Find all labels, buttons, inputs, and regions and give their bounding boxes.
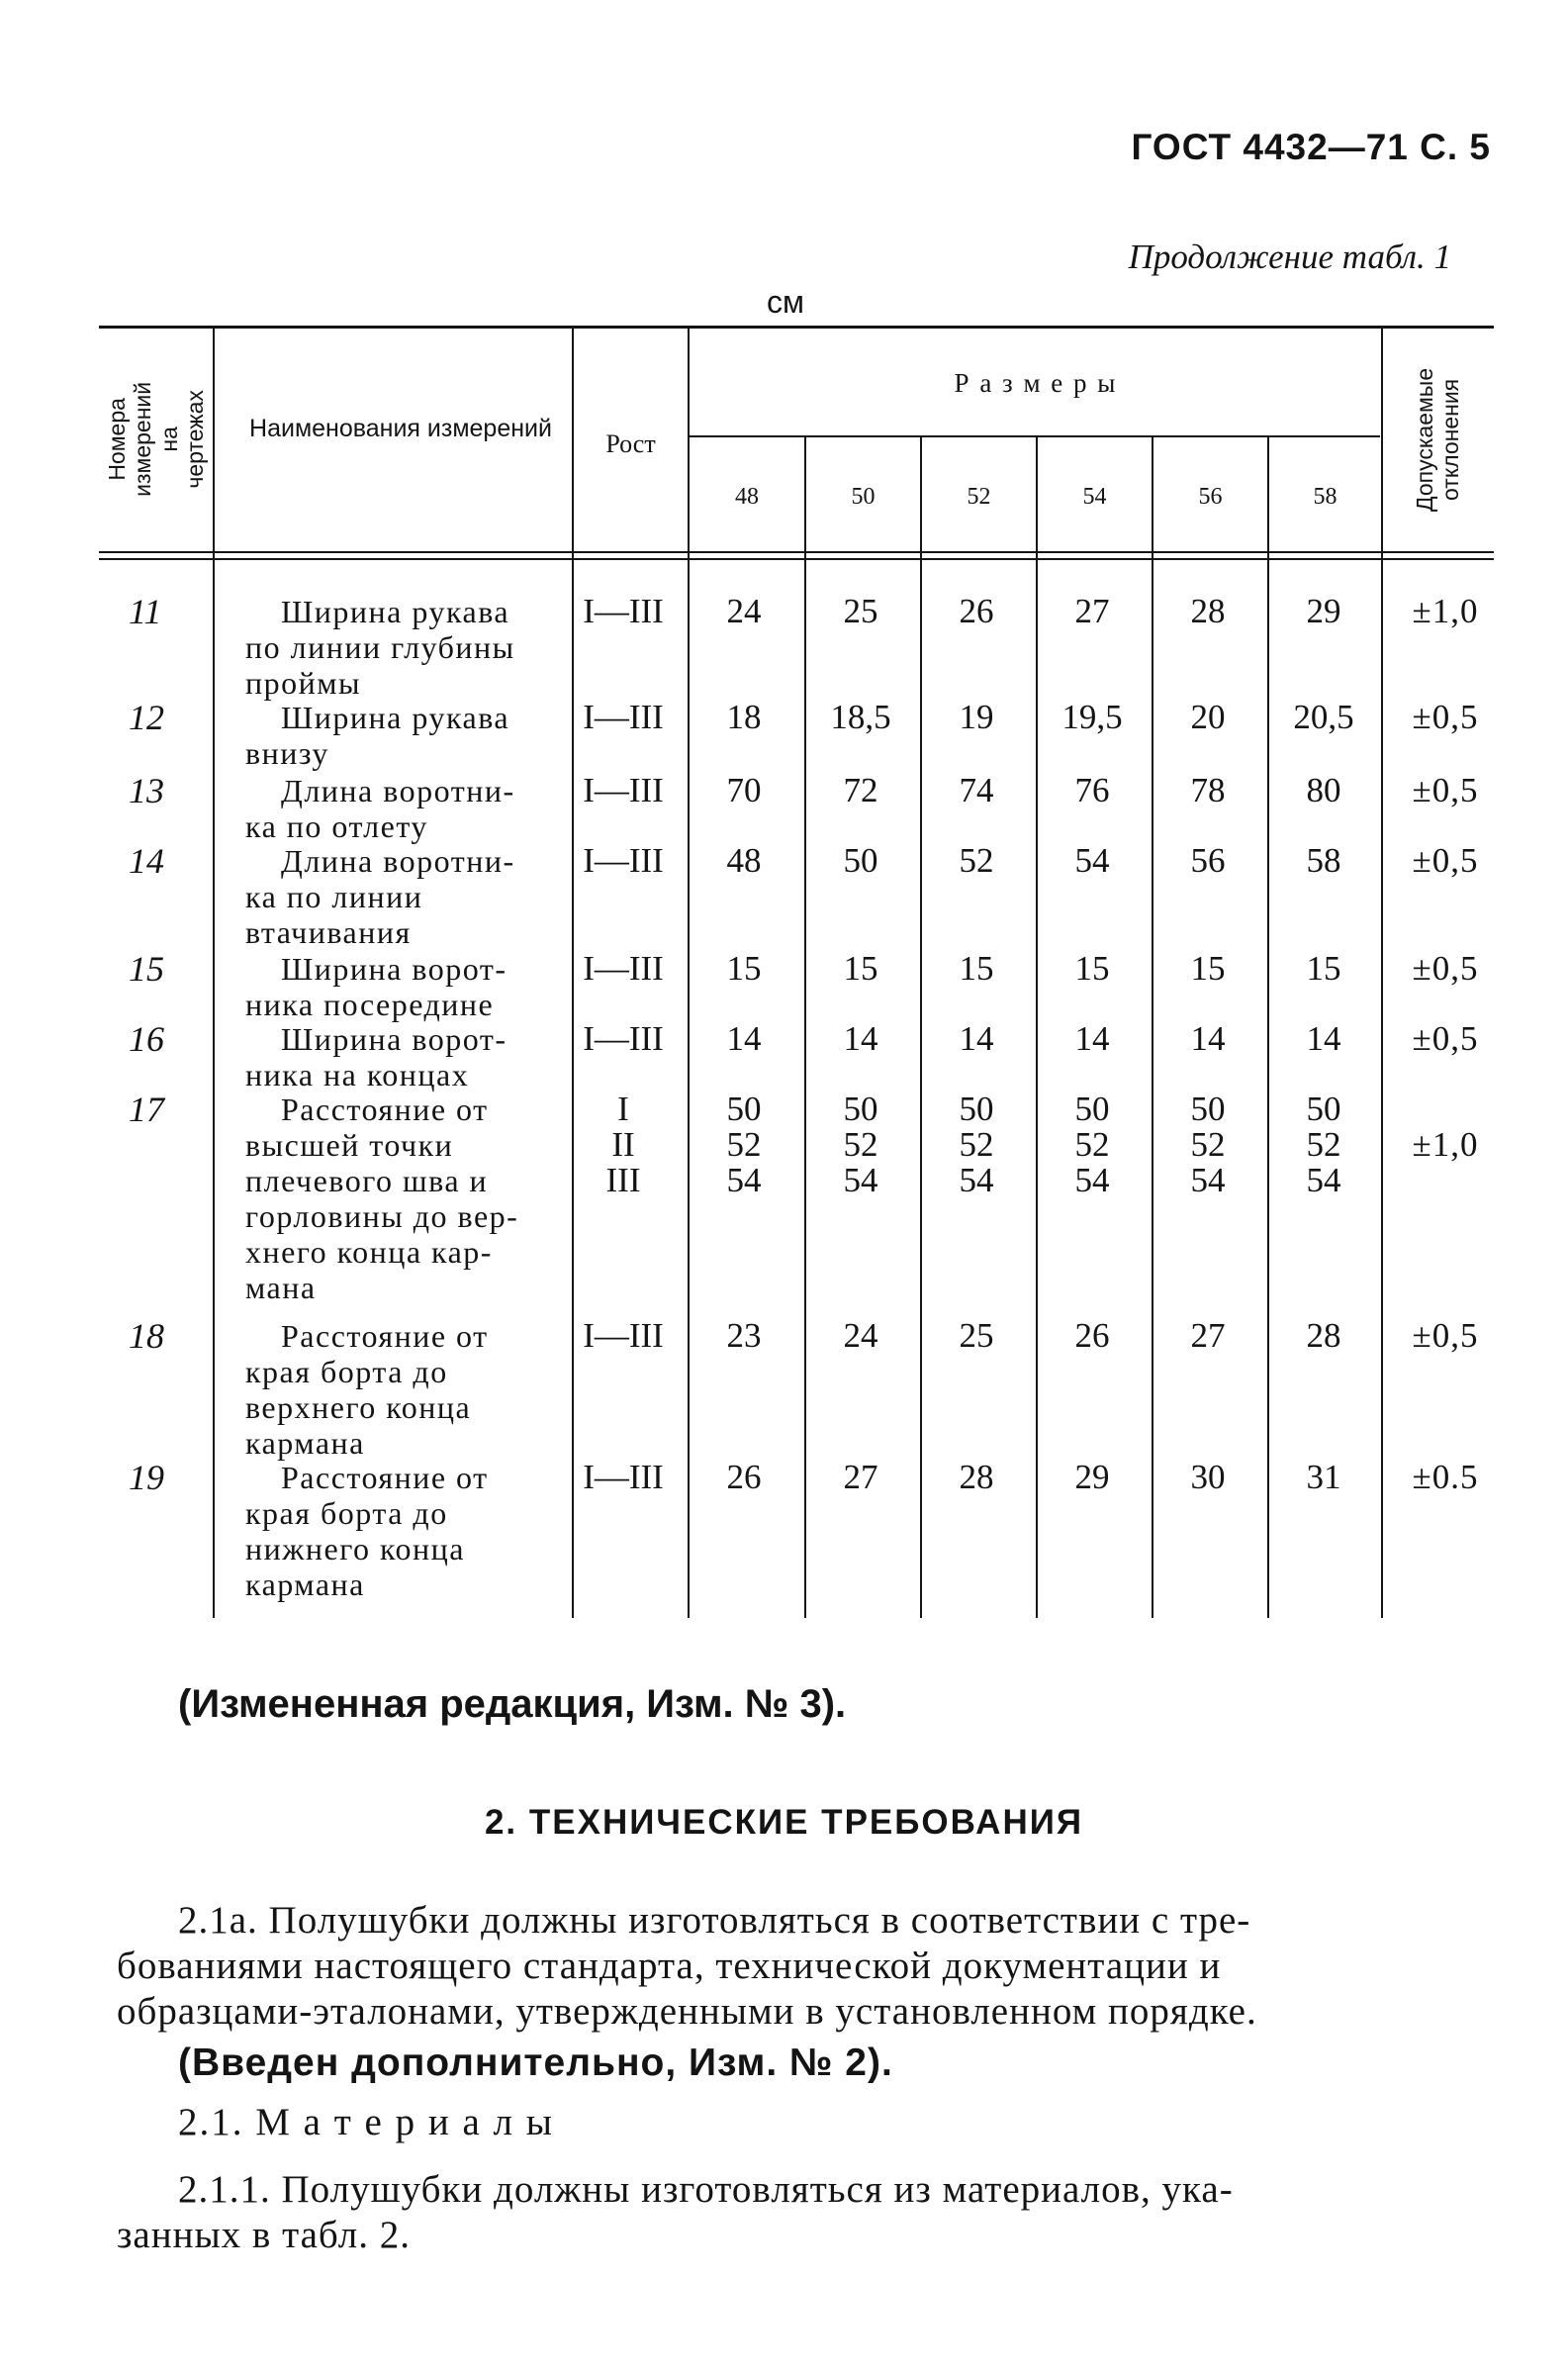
table-header-bottom-rule-2 — [99, 558, 1494, 560]
row-growth-line: I — [617, 1090, 629, 1128]
table-top-rule — [99, 326, 1494, 329]
row-name-line: втачивания — [245, 914, 412, 950]
row-size-value-line: 52 — [1190, 1125, 1226, 1164]
row-size-value-line: 29 — [1306, 592, 1341, 630]
row-growth-line: I—III — [583, 841, 664, 880]
row-growth-line: I—III — [583, 771, 664, 809]
row-size-value-line: 54 — [726, 1161, 762, 1199]
row-growth-line: I—III — [583, 949, 664, 988]
row-size-value — [806, 1092, 915, 1198]
row-size-value — [690, 773, 798, 808]
row-size-value-line: 20,5 — [1293, 698, 1354, 736]
row-size-value-line: 50 — [843, 1090, 878, 1128]
row-tolerance: ±0.5 — [1412, 1458, 1479, 1496]
row-size-value — [1038, 700, 1147, 735]
row-size-value — [690, 843, 798, 879]
row-size-value-line: 26 — [726, 1458, 762, 1496]
row-growth — [574, 951, 673, 987]
row-growth — [574, 700, 673, 735]
row-size-value — [1153, 1318, 1262, 1354]
row-size-value — [1153, 773, 1262, 808]
row-number: 15 — [129, 949, 164, 989]
row-name — [245, 1021, 562, 1092]
header-number-cell — [99, 328, 213, 551]
table-unit-label: см — [767, 284, 804, 320]
row-size-value-line: 23 — [726, 1316, 762, 1355]
row-size-value-line: 52 — [959, 1125, 994, 1164]
row-name-line: мана — [245, 1270, 317, 1305]
row-name-line: горловины до вер- — [245, 1198, 519, 1234]
changed-edition-note: (Измененная редакция, Изм. № 3). — [178, 1682, 847, 1726]
header-size-52: 52 — [967, 484, 991, 510]
row-size-value-line: 78 — [1190, 771, 1226, 809]
para-2-1a-line-2: бованиями настоящего стандарта, технической документации и — [117, 1945, 1222, 1987]
row-size-value-line: 27 — [1074, 592, 1110, 630]
row-size-value — [1038, 773, 1147, 808]
row-name-line: внизу — [245, 735, 329, 771]
row-size-value-line: 19,5 — [1061, 698, 1123, 736]
row-size-value-line: 14 — [1306, 1019, 1341, 1058]
row-name-line: плечевого шва и — [245, 1163, 489, 1198]
row-name-line: кармана — [245, 1566, 365, 1602]
row-size-value — [1038, 1460, 1147, 1495]
row-size-value-line: 18 — [726, 698, 762, 736]
row-name-line: края борта до — [245, 1354, 448, 1389]
row-name-line: края борта до — [245, 1495, 448, 1531]
row-size-value — [1269, 773, 1378, 808]
row-size-value — [690, 951, 798, 987]
row-size-value — [922, 1460, 1031, 1495]
row-tolerance: ±0,5 — [1412, 698, 1479, 736]
row-number: 19 — [129, 1458, 164, 1497]
row-size-value — [690, 700, 798, 735]
row-name-line: проймы — [245, 665, 361, 701]
row-size-value — [806, 700, 915, 735]
row-name — [245, 700, 562, 771]
row-size-value — [690, 1021, 798, 1057]
row-name — [245, 1092, 562, 1305]
row-size-value-line: 14 — [959, 1019, 994, 1058]
row-tolerance: ±1,0 — [1412, 1125, 1479, 1164]
row-name — [245, 951, 562, 1022]
row-size-value — [1038, 594, 1147, 629]
row-size-value — [922, 773, 1031, 808]
row-name-line: верхнего конца — [245, 1389, 472, 1425]
row-number: 14 — [129, 841, 164, 881]
row-size-value-line: 28 — [959, 1458, 994, 1496]
header-size-56: 56 — [1198, 484, 1223, 510]
row-name-line: Длина воротни- — [281, 843, 515, 879]
row-size-value — [806, 1021, 915, 1057]
row-size-value-line: 26 — [1074, 1316, 1110, 1355]
row-name — [245, 773, 562, 844]
row-size-value-line: 50 — [726, 1090, 762, 1128]
row-name — [245, 843, 562, 950]
row-size-value-line: 15 — [843, 949, 878, 988]
row-size-value — [922, 843, 1031, 879]
row-size-value-line: 14 — [726, 1019, 762, 1058]
row-tolerance: ±0,5 — [1412, 841, 1479, 880]
row-size-value — [1269, 951, 1378, 987]
row-name — [245, 594, 562, 701]
page-header: ГОСТ 4432—71 С. 5 — [1131, 127, 1491, 167]
row-size-value — [690, 594, 798, 629]
row-size-value — [1269, 1460, 1378, 1495]
row-name-line: хнего конца кар- — [245, 1234, 493, 1270]
row-size-value-line: 24 — [726, 592, 762, 630]
row-size-value-line: 54 — [1190, 1161, 1226, 1199]
para-2-1: 2.1. М а т е р и а л ы — [178, 2101, 554, 2143]
row-size-value — [690, 1460, 798, 1495]
header-size-58: 58 — [1313, 484, 1337, 510]
row-number: 13 — [129, 771, 164, 810]
row-name-line: кармана — [245, 1425, 365, 1461]
row-name-line: Расстояние от — [281, 1318, 489, 1354]
row-name — [245, 1318, 562, 1461]
row-name-line: нижнего конца — [245, 1531, 465, 1566]
row-size-value-line: 15 — [1190, 949, 1226, 988]
row-size-value-line: 25 — [959, 1316, 994, 1355]
sizes-underline-rule — [688, 435, 1380, 437]
row-growth-line: II — [611, 1125, 635, 1164]
row-number: 12 — [129, 698, 164, 737]
row-number: 18 — [129, 1316, 164, 1356]
row-tolerance: ±0,5 — [1412, 1019, 1479, 1058]
row-size-value-line: 54 — [843, 1161, 878, 1199]
row-size-value-line: 50 — [1074, 1090, 1110, 1128]
row-tolerance: ±0,5 — [1412, 771, 1479, 809]
row-size-value-line: 52 — [1074, 1125, 1110, 1164]
row-size-value-line: 29 — [1074, 1458, 1110, 1496]
row-size-value — [1153, 1460, 1262, 1495]
row-growth-line: I—III — [583, 592, 664, 630]
para-2-1a — [117, 1898, 1502, 2086]
row-name — [245, 1460, 562, 1602]
row-name-line: Расстояние от — [281, 1092, 489, 1127]
row-size-value-line: 70 — [726, 771, 762, 809]
row-name-line: Ширина рукава — [281, 700, 510, 735]
row-size-value — [806, 773, 915, 808]
para-2-1a-line-3: образцами-эталонами, утвержденными в установленном порядке. — [117, 1990, 1257, 2033]
row-growth-line: I—III — [583, 1316, 664, 1355]
header-tolerance-label: Допускаемые отклонения — [1412, 367, 1465, 512]
row-size-value — [1153, 843, 1262, 879]
row-size-value-line: 50 — [843, 841, 878, 880]
row-name-line: ника на концах — [245, 1057, 470, 1092]
para-2-1-1-line-2: занных в табл. 2. — [117, 2214, 411, 2256]
row-growth-line: I—III — [583, 1458, 664, 1496]
row-size-value-line: 52 — [726, 1125, 762, 1164]
row-size-value-line: 52 — [1306, 1125, 1341, 1164]
row-size-value-line: 54 — [1074, 841, 1110, 880]
row-size-value-line: 50 — [1306, 1090, 1341, 1128]
row-size-value-line: 15 — [959, 949, 994, 988]
row-size-value-line: 80 — [1306, 771, 1341, 809]
row-size-value-line: 72 — [843, 771, 878, 809]
row-size-value-line: 28 — [1306, 1316, 1341, 1355]
row-size-value — [1153, 700, 1262, 735]
header-size-54: 54 — [1082, 484, 1107, 510]
row-number: 17 — [129, 1090, 164, 1129]
row-growth — [574, 594, 673, 629]
row-size-value — [1038, 1021, 1147, 1057]
row-size-value-line: 18,5 — [830, 698, 891, 736]
row-size-value-line: 26 — [959, 592, 994, 630]
row-size-value — [922, 1318, 1031, 1354]
row-size-value — [1153, 594, 1262, 629]
row-size-value-line: 31 — [1306, 1458, 1341, 1496]
row-size-value-line: 48 — [726, 841, 762, 880]
row-size-value-line: 20 — [1190, 698, 1226, 736]
row-size-value — [806, 1318, 915, 1354]
row-size-value — [922, 1092, 1031, 1198]
row-name-line: ка по линии — [245, 879, 423, 914]
row-growth-line: I—III — [583, 698, 664, 736]
row-growth — [574, 773, 673, 808]
row-size-value-line: 54 — [1306, 1161, 1341, 1199]
row-size-value-line: 56 — [1190, 841, 1226, 880]
row-size-value — [806, 951, 915, 987]
row-size-value-line: 52 — [843, 1125, 878, 1164]
header-size-48: 48 — [735, 484, 759, 510]
row-size-value — [1038, 843, 1147, 879]
row-size-value — [806, 1460, 915, 1495]
row-size-value — [1269, 843, 1378, 879]
row-tolerance: ±1,0 — [1412, 592, 1479, 630]
row-growth — [574, 1460, 673, 1495]
row-size-value-line: 19 — [959, 698, 994, 736]
row-size-value-line: 27 — [1190, 1316, 1226, 1355]
row-size-value — [1269, 1318, 1378, 1354]
row-growth — [574, 1021, 673, 1057]
row-size-value-line: 15 — [1074, 949, 1110, 988]
row-name-line: по линии глубины — [245, 629, 515, 665]
table-header-bottom-rule-1 — [99, 551, 1494, 553]
row-name-line: Ширина ворот- — [281, 1021, 507, 1057]
row-size-value-line: 28 — [1190, 592, 1226, 630]
row-size-value-line: 15 — [726, 949, 762, 988]
row-tolerance: ±0,5 — [1412, 949, 1479, 988]
section-title: 2. ТЕХНИЧЕСКИЕ ТРЕБОВАНИЯ — [484, 1803, 1084, 1842]
row-size-value-line: 14 — [1190, 1019, 1226, 1058]
row-size-value — [922, 1021, 1031, 1057]
row-name-line: высшей точки — [245, 1127, 454, 1163]
row-size-value — [1269, 700, 1378, 735]
col-rule-1 — [213, 326, 215, 1618]
row-size-value — [690, 1092, 798, 1198]
row-size-value — [1153, 951, 1262, 987]
row-size-value — [1038, 951, 1147, 987]
row-size-value — [806, 843, 915, 879]
header-size-50: 50 — [851, 484, 876, 510]
row-size-value — [1269, 1092, 1378, 1198]
row-size-value — [922, 951, 1031, 987]
header-number-label: Номера измерений на чертежах — [103, 382, 208, 497]
row-size-value-line: 14 — [843, 1019, 878, 1058]
row-size-value-line: 25 — [843, 592, 878, 630]
row-number: 11 — [129, 592, 162, 631]
row-growth — [574, 843, 673, 879]
row-name-line: Длина воротни- — [281, 773, 515, 808]
row-size-value — [1153, 1021, 1262, 1057]
row-name-line: Ширина рукава — [281, 594, 510, 629]
row-growth — [574, 1092, 673, 1198]
row-size-value-line: 74 — [959, 771, 994, 809]
row-growth-line: III — [605, 1161, 641, 1199]
row-size-value — [1269, 594, 1378, 629]
header-name-label: Наименования измерений — [249, 415, 552, 442]
row-size-value-line: 50 — [1190, 1090, 1226, 1128]
row-size-value-line: 76 — [1074, 771, 1110, 809]
measurements-table — [99, 322, 1494, 1618]
row-size-value-line: 24 — [843, 1316, 878, 1355]
header-tolerance-cell — [1383, 328, 1494, 551]
header-sizes-label: Р а з м е р ы — [954, 368, 1118, 398]
row-size-value-line: 30 — [1190, 1458, 1226, 1496]
row-size-value-line: 14 — [1074, 1019, 1110, 1058]
row-size-value — [1153, 1092, 1262, 1198]
para-2-1-1-line-1: 2.1.1. Полушубки должны изготовляться из материалов, ука- — [178, 2168, 1234, 2211]
row-name-line: ника посередине — [245, 987, 495, 1022]
table-continuation-label: Продолжение табл. 1 — [1128, 237, 1451, 276]
row-size-value-line: 15 — [1306, 949, 1341, 988]
row-name-line: Расстояние от — [281, 1460, 489, 1495]
row-size-value-line: 52 — [959, 841, 994, 880]
row-size-value-line: 54 — [1074, 1161, 1110, 1199]
row-size-value-line: 27 — [843, 1458, 878, 1496]
row-size-value-line: 58 — [1306, 841, 1341, 880]
para-2-1-1 — [117, 2167, 1502, 2258]
header-growth-label: Рост — [605, 429, 656, 458]
para-2-1a-line-1: 2.1а. Полушубки должны изготовляться в соответствии с тре- — [178, 1899, 1251, 1942]
row-size-value — [1269, 1021, 1378, 1057]
row-size-value — [690, 1318, 798, 1354]
row-size-value-line: 54 — [959, 1161, 994, 1199]
row-number: 16 — [129, 1019, 164, 1059]
row-size-value-line: 50 — [959, 1090, 994, 1128]
row-size-value — [1038, 1092, 1147, 1198]
row-tolerance: ±0,5 — [1412, 1316, 1479, 1355]
row-growth — [574, 1318, 673, 1354]
row-size-value — [1038, 1318, 1147, 1354]
row-size-value — [922, 594, 1031, 629]
row-growth-line: I—III — [583, 1019, 664, 1058]
row-name-line: Ширина ворот- — [281, 951, 507, 987]
row-size-value — [806, 594, 915, 629]
para-2-1a-note: (Введен дополнительно, Изм. № 2). — [178, 2041, 893, 2084]
row-size-value — [922, 700, 1031, 735]
row-name-line: ка по отлету — [245, 808, 428, 844]
